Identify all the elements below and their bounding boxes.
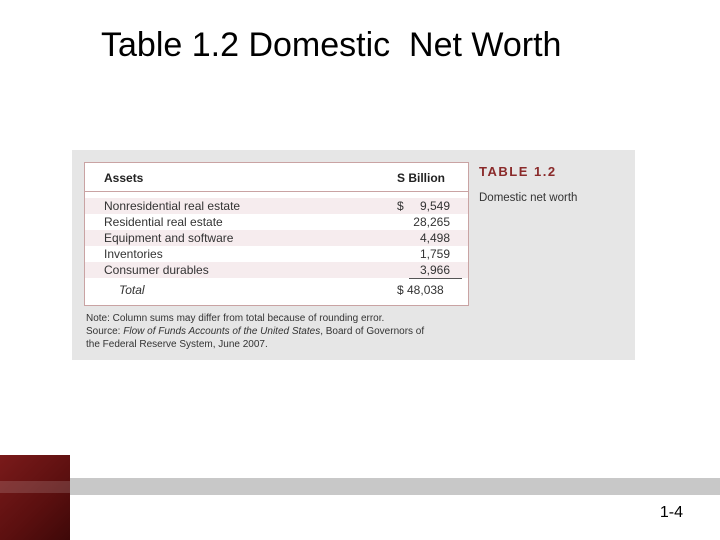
row-label: Consumer durables (104, 263, 209, 277)
header-assets: Assets (104, 171, 144, 185)
row-value: 3,966 (419, 263, 450, 277)
publisher-logo (0, 455, 70, 540)
row-value: 28,265 (413, 215, 450, 229)
net-worth-table (84, 162, 469, 306)
row-label: Equipment and software (104, 231, 234, 245)
row-value: 4,498 (419, 231, 450, 245)
table-header (85, 163, 468, 192)
table-rows (85, 198, 468, 278)
logo-stripe (0, 481, 70, 493)
total-label: Total (119, 283, 145, 297)
slide-title: Table 1.2 Domestic Net Worth (101, 26, 562, 64)
table-row (85, 230, 468, 246)
table-row (85, 246, 468, 262)
note-source (86, 325, 486, 338)
source-prefix: Source: (86, 326, 124, 337)
table-figure-panel (72, 150, 635, 360)
row-value: 9,549 (419, 199, 450, 213)
page-number: 1-4 (659, 504, 683, 521)
header-value: S Billion (397, 171, 445, 185)
source-suffix: , Board of Governors of (320, 326, 425, 337)
row-label: Residential real estate (104, 215, 223, 229)
row-label: Inventories (104, 247, 163, 261)
source-title: Flow of Funds Accounts of the United States (123, 326, 321, 337)
row-value: 1,759 (419, 247, 450, 261)
table-number: TABLE 1.2 (479, 164, 557, 179)
total-row (85, 282, 468, 300)
sum-underline (409, 278, 462, 279)
footer-bar (70, 478, 720, 495)
table-note (86, 312, 486, 351)
table-row (85, 198, 468, 214)
table-row (85, 262, 468, 278)
currency-symbol: $ (397, 199, 404, 213)
table-row (85, 214, 468, 230)
table-caption: Domestic net worth (479, 192, 578, 204)
row-label: Nonresidential real estate (104, 199, 241, 213)
note-rounding: Note: Column sums may differ from total because of rounding error. (86, 313, 385, 324)
note-source-end: the Federal Reserve System, June 2007. (86, 339, 268, 350)
total-value: $ 48,038 (397, 283, 444, 297)
